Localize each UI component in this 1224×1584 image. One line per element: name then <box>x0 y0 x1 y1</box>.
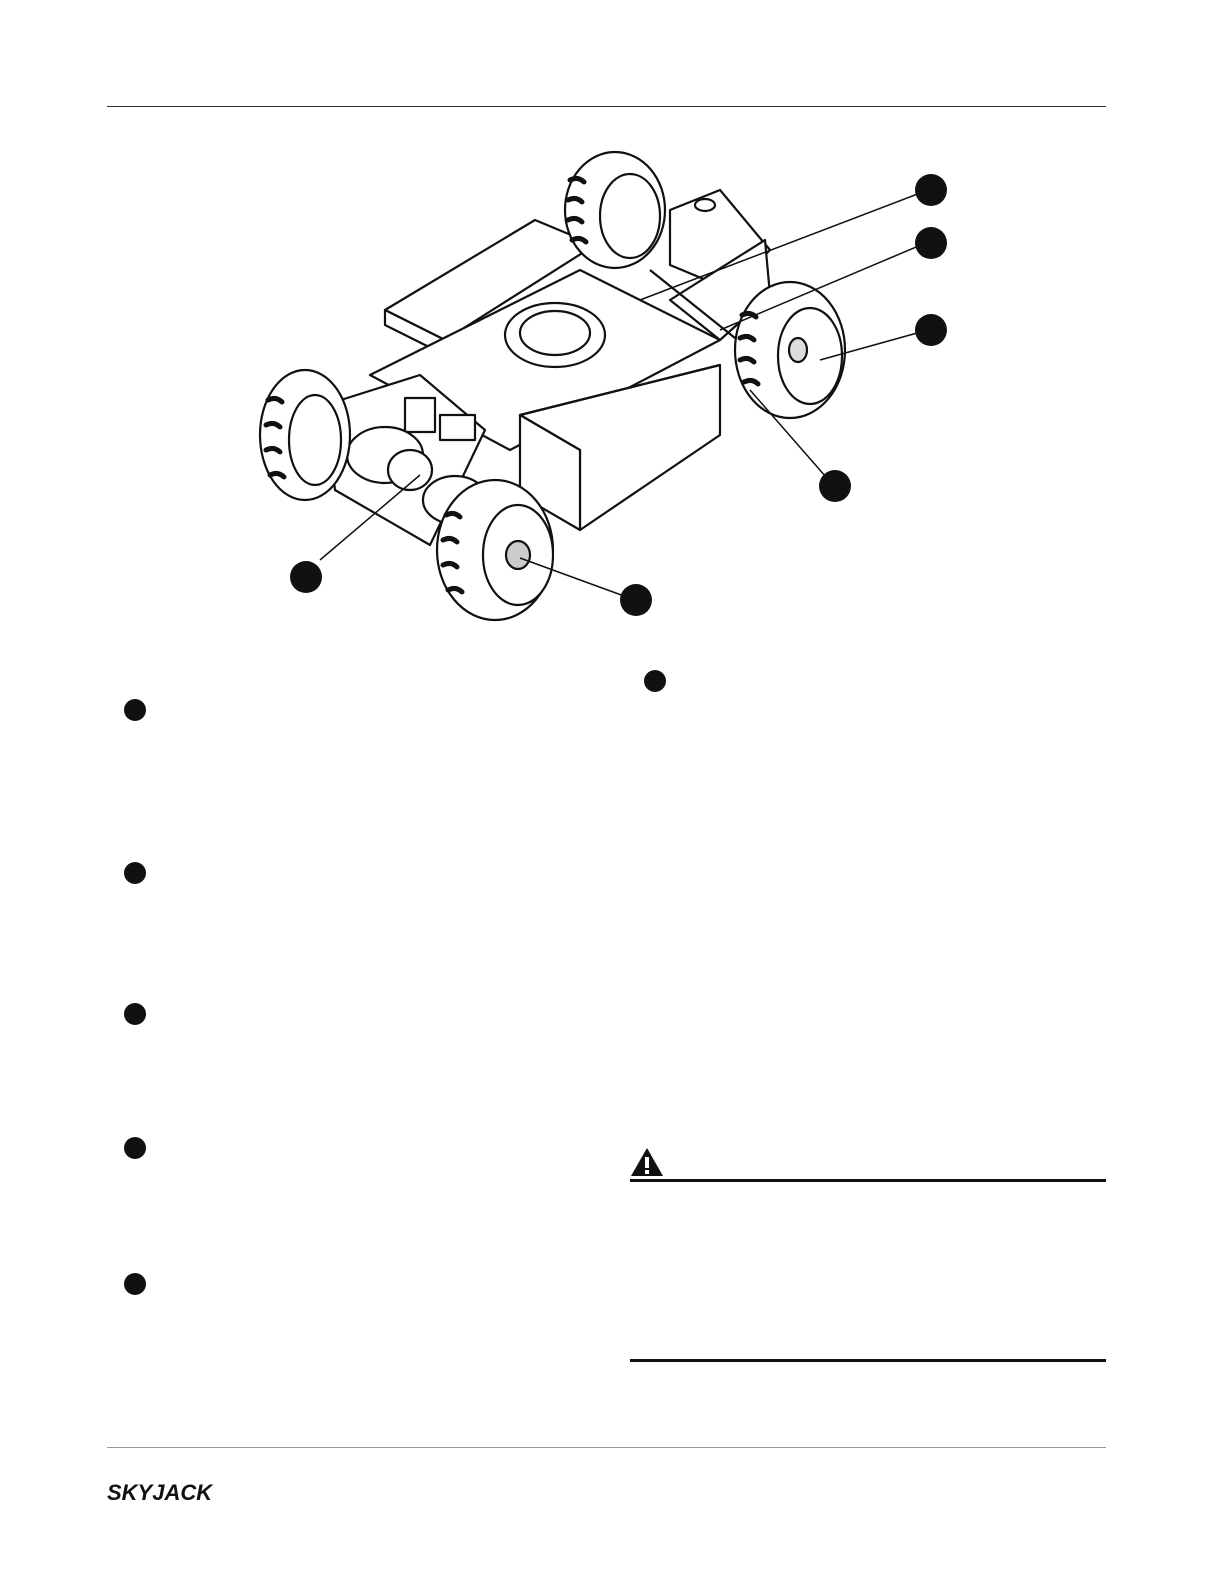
list-bullet <box>124 1273 146 1295</box>
callout-4 <box>819 470 851 502</box>
callout-1 <box>915 174 947 206</box>
warning-icon <box>630 1147 664 1177</box>
list-bullet <box>124 1003 146 1025</box>
footer-rule <box>107 1447 1106 1448</box>
warning-header <box>630 1143 1106 1183</box>
warning-rule-bottom <box>630 1359 1106 1362</box>
callout-6 <box>290 561 322 593</box>
callout-5 <box>620 584 652 616</box>
chassis-illustration <box>250 150 970 630</box>
list-bullet <box>644 670 666 692</box>
callout-3 <box>915 314 947 346</box>
callout-2 <box>915 227 947 259</box>
list-bullet <box>124 862 146 884</box>
svg-text:SKYJACK: SKYJACK <box>107 1480 213 1504</box>
list-bullet <box>124 699 146 721</box>
warning-rule-top <box>630 1179 1106 1182</box>
header-rule <box>107 106 1106 107</box>
skyjack-logo <box>107 1478 237 1504</box>
list-bullet <box>124 1137 146 1159</box>
